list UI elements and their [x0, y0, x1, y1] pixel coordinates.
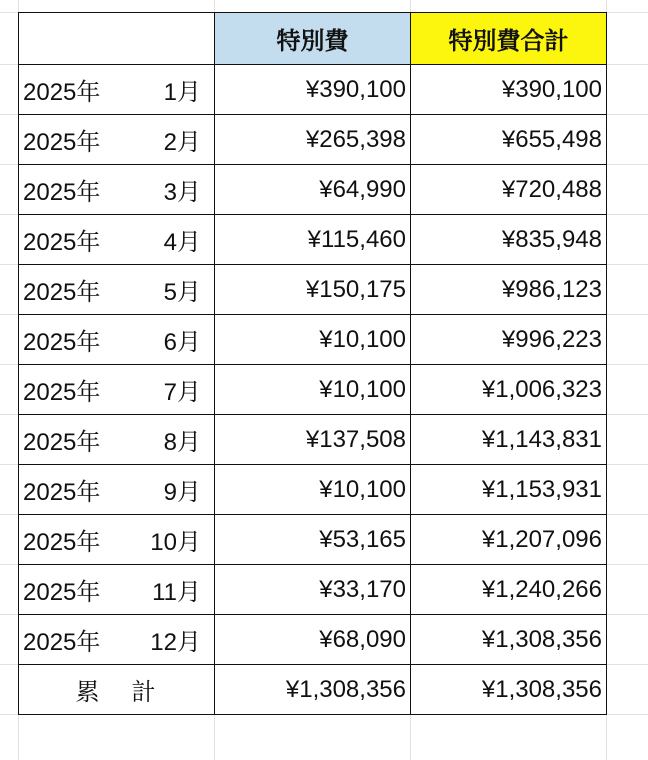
- cumulative-total-cell[interactable]: ¥1,240,266: [411, 565, 607, 615]
- month-label: 8月: [163, 429, 201, 456]
- month-cell[interactable]: [19, 365, 215, 415]
- table-row: [19, 415, 607, 465]
- table-row: [19, 165, 607, 215]
- year-label: 2025年: [23, 279, 101, 306]
- year-label: 2025年: [23, 179, 101, 206]
- header-row: [19, 13, 607, 65]
- special-fee-cell[interactable]: ¥115,460: [215, 215, 411, 265]
- grand-total-label-second: 計: [131, 679, 158, 706]
- year-label: 2025年: [23, 229, 101, 256]
- cumulative-total-cell[interactable]: ¥996,223: [411, 315, 607, 365]
- year-label: 2025年: [23, 429, 101, 456]
- year-label: 2025年: [23, 479, 101, 506]
- month-cell[interactable]: [19, 265, 215, 315]
- month-cell[interactable]: [19, 215, 215, 265]
- special-fee-cell[interactable]: ¥390,100: [215, 65, 411, 115]
- month-label: 10月: [150, 529, 201, 556]
- special-fee-table: [18, 12, 607, 715]
- month-cell[interactable]: [19, 565, 215, 615]
- cumulative-total-cell[interactable]: ¥1,006,323: [411, 365, 607, 415]
- year-label: 2025年: [23, 329, 101, 356]
- special-fee-cell[interactable]: ¥150,175: [215, 265, 411, 315]
- month-cell[interactable]: [19, 465, 215, 515]
- header-blank-cell[interactable]: [19, 13, 215, 65]
- month-cell[interactable]: [19, 65, 215, 115]
- special-fee-cell[interactable]: ¥10,100: [215, 315, 411, 365]
- year-label: 2025年: [23, 79, 101, 106]
- month-label: 9月: [163, 479, 201, 506]
- special-fee-cell[interactable]: ¥68,090: [215, 615, 411, 665]
- year-label: 2025年: [23, 379, 101, 406]
- cumulative-total-cell[interactable]: ¥1,143,831: [411, 415, 607, 465]
- year-label: 2025年: [23, 529, 101, 556]
- month-label: 7月: [163, 379, 201, 406]
- month-cell[interactable]: [19, 165, 215, 215]
- year-label: 2025年: [23, 629, 101, 656]
- month-label: 5月: [163, 279, 201, 306]
- cumulative-total-cell[interactable]: ¥390,100: [411, 65, 607, 115]
- table-row: [19, 65, 607, 115]
- special-fee-cell[interactable]: ¥10,100: [215, 465, 411, 515]
- month-label: 6月: [163, 329, 201, 356]
- month-label: 2月: [163, 129, 201, 156]
- special-fee-cell[interactable]: ¥33,170: [215, 565, 411, 615]
- month-cell[interactable]: [19, 415, 215, 465]
- table-row: [19, 365, 607, 415]
- cumulative-total-cell[interactable]: ¥1,207,096: [411, 515, 607, 565]
- cumulative-total-cell[interactable]: ¥1,153,931: [411, 465, 607, 515]
- grand-total-cumulative[interactable]: ¥1,308,356: [411, 665, 607, 715]
- table-row: [19, 515, 607, 565]
- header-special-fee-total[interactable]: 特別費合計: [411, 13, 607, 65]
- table-row: [19, 265, 607, 315]
- month-cell[interactable]: [19, 115, 215, 165]
- month-label: 3月: [163, 179, 201, 206]
- table-row: [19, 565, 607, 615]
- cumulative-total-cell[interactable]: ¥986,123: [411, 265, 607, 315]
- grand-total-row: [19, 665, 607, 715]
- special-fee-cell[interactable]: ¥53,165: [215, 515, 411, 565]
- cumulative-total-cell[interactable]: ¥1,308,356: [411, 615, 607, 665]
- year-label: 2025年: [23, 579, 101, 606]
- table-row: [19, 615, 607, 665]
- special-fee-cell[interactable]: ¥137,508: [215, 415, 411, 465]
- month-cell[interactable]: [19, 515, 215, 565]
- header-special-fee[interactable]: 特別費: [215, 13, 411, 65]
- table-row: [19, 315, 607, 365]
- month-cell[interactable]: [19, 315, 215, 365]
- special-fee-cell[interactable]: ¥64,990: [215, 165, 411, 215]
- month-cell[interactable]: [19, 615, 215, 665]
- cumulative-total-cell[interactable]: ¥720,488: [411, 165, 607, 215]
- year-label: 2025年: [23, 129, 101, 156]
- special-fee-cell[interactable]: ¥10,100: [215, 365, 411, 415]
- grand-total-label-first: 累: [75, 679, 102, 706]
- grand-total-label-cell[interactable]: [19, 665, 215, 715]
- month-label: 11月: [152, 579, 201, 606]
- table-row: [19, 115, 607, 165]
- table-row: [19, 465, 607, 515]
- table-row: [19, 215, 607, 265]
- cumulative-total-cell[interactable]: ¥655,498: [411, 115, 607, 165]
- special-fee-cell[interactable]: ¥265,398: [215, 115, 411, 165]
- cumulative-total-cell[interactable]: ¥835,948: [411, 215, 607, 265]
- month-label: 1月: [163, 79, 201, 106]
- month-label: 12月: [150, 629, 201, 656]
- month-label: 4月: [163, 229, 201, 256]
- grand-total-special-fee[interactable]: ¥1,308,356: [215, 665, 411, 715]
